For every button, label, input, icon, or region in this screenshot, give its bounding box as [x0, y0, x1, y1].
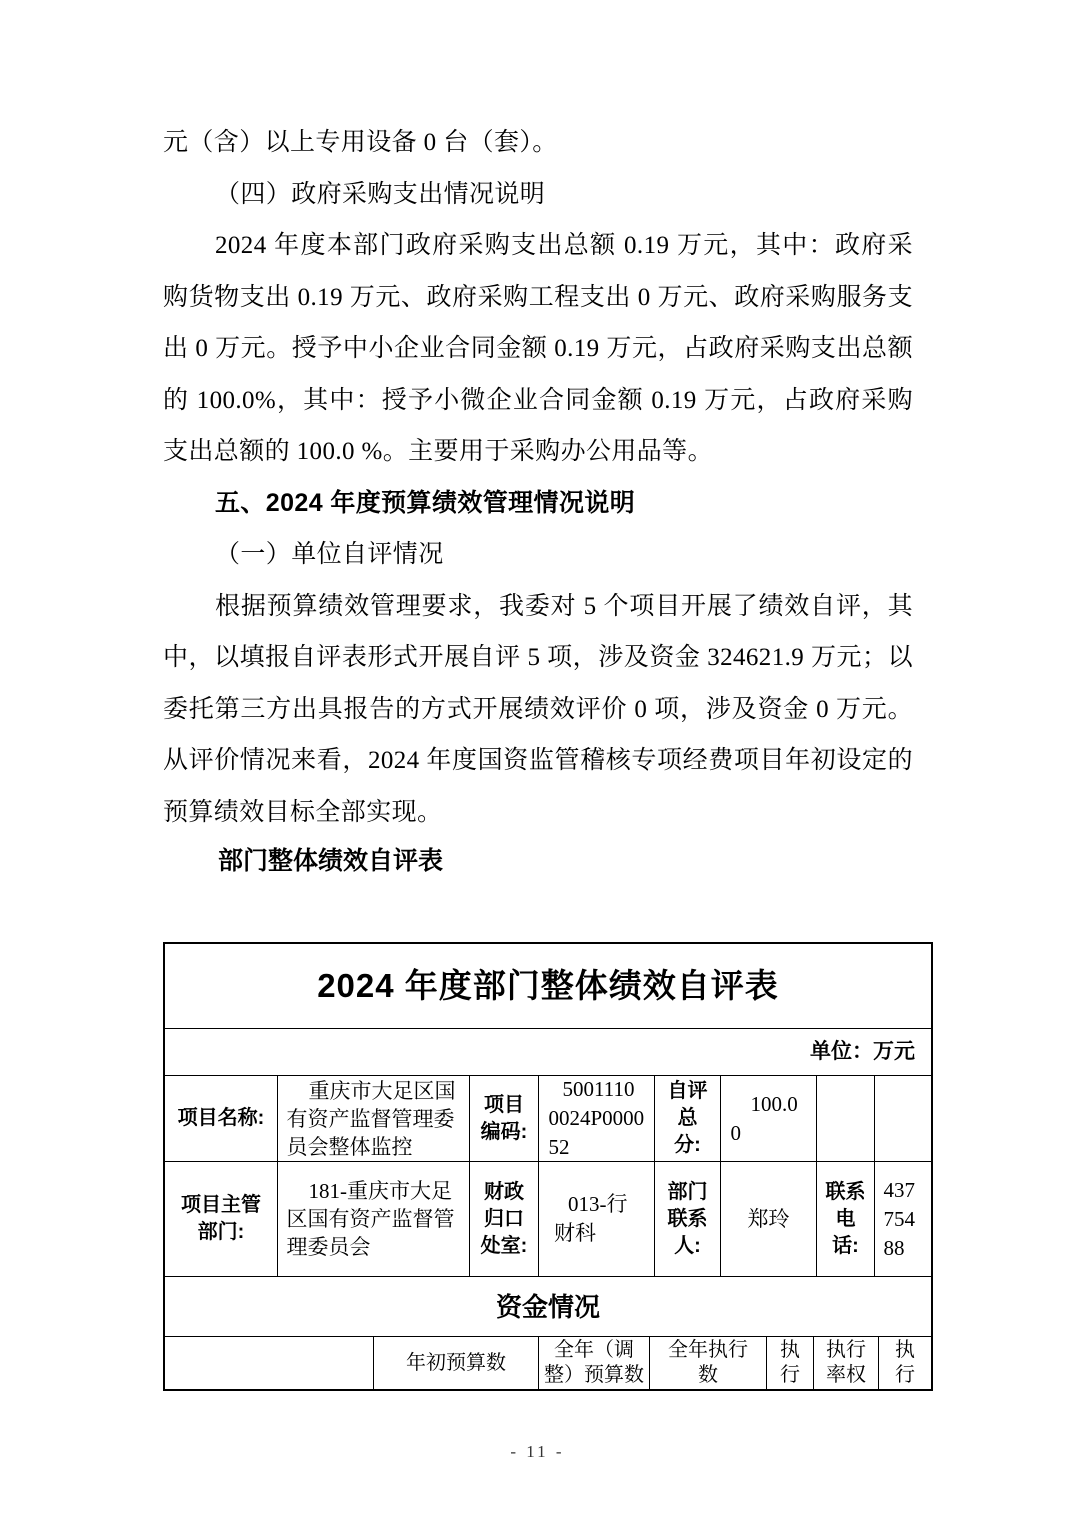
supervising-dept-value: 181-重庆市大足区国有资产监督管理委员会	[277, 1162, 469, 1276]
project-name-value: 重庆市大足区国有资产监督管理委员会整体监控	[277, 1076, 469, 1161]
supervising-dept-label: 项目主管部门:	[181, 1194, 261, 1243]
heading-section-5: 五、2024 年度预算绩效管理情况说明	[215, 488, 636, 517]
project-info-row-1	[165, 1075, 931, 1161]
contact-person-label: 部门联系人:	[654, 1162, 720, 1276]
project-code-value: 50011100024P000052	[538, 1076, 654, 1161]
table-title-row	[165, 944, 931, 1028]
project-name-label: 项目名称:	[177, 1107, 265, 1129]
project-code-label: 项目编码:	[469, 1076, 538, 1161]
self-score-value: 100.00	[720, 1076, 816, 1161]
table-unit-row	[165, 1028, 931, 1075]
paragraph-procurement: 2024 年度本部门政府采购支出总额 0.19 万元，其中：政府采购货物支出 0.19 万元、政府采购工程支出 0 万元、政府采购服务支出 0 万元。授予中小企业合同金额 0.19 万元，占政府采购支出总额的 100.0%，其中：授予小微企业合同金额 0.19 万元，占政府采购支出总额的 100.0 %。主要用于采购办公用品等。	[163, 232, 913, 465]
funds-header-annual-execution: 全年执行数	[649, 1337, 766, 1389]
funds-header-execution-rate-weight: 执行率权	[813, 1337, 878, 1389]
page-number: - 11 -	[510, 1442, 565, 1461]
heading-subsection-1: （一）单位自评情况	[215, 541, 444, 568]
contact-phone-label: 联系电话:	[816, 1162, 874, 1276]
paragraph-continuation: 元（含）以上专用设备 0 台（套）。	[163, 129, 558, 156]
funds-header-adjusted-budget: 全年（调整）预算数	[538, 1337, 649, 1389]
table-caption: 部门整体绩效自评表	[218, 847, 444, 875]
self-score-label: 自评总分:	[654, 1076, 720, 1161]
empty-cell	[874, 1076, 931, 1161]
funds-header-execution-2: 执行	[878, 1337, 931, 1389]
empty-cell	[816, 1076, 874, 1161]
funds-header-row	[165, 1336, 931, 1389]
funds-header-initial-budget: 年初预算数	[373, 1337, 538, 1389]
finance-office-value: 013-行财科	[538, 1162, 654, 1276]
project-info-row-2	[165, 1161, 931, 1276]
contact-person-value: 郑玲	[720, 1162, 816, 1276]
document-body	[163, 117, 913, 884]
contact-phone-value: 43775488	[874, 1162, 931, 1276]
funds-section-row	[165, 1276, 931, 1336]
funds-section-title: 资金情况	[495, 1291, 600, 1322]
funds-header-empty	[165, 1337, 373, 1389]
paragraph-self-evaluation: 根据预算绩效管理要求，我委对 5 个项目开展了绩效自评，其中，以填报自评表形式开展自评 5 项，涉及资金 324621.9 万元；以委托第三方出具报告的方式开展绩效评价 0 项，涉及资金 0 万元。从评价情况来看，2024 年度国资监管稽核专项经费项目年初设定的预算绩效目标全部实现。	[163, 592, 913, 826]
funds-header-execution: 执行	[766, 1337, 813, 1389]
performance-self-evaluation-table	[163, 942, 933, 1391]
table-title: 2024 年度部门整体绩效自评表	[317, 967, 779, 1004]
finance-office-label: 财政归口处室:	[469, 1162, 538, 1276]
unit-label: 单位：万元	[810, 1040, 915, 1063]
heading-section-4: （四）政府采购支出情况说明	[215, 180, 546, 208]
